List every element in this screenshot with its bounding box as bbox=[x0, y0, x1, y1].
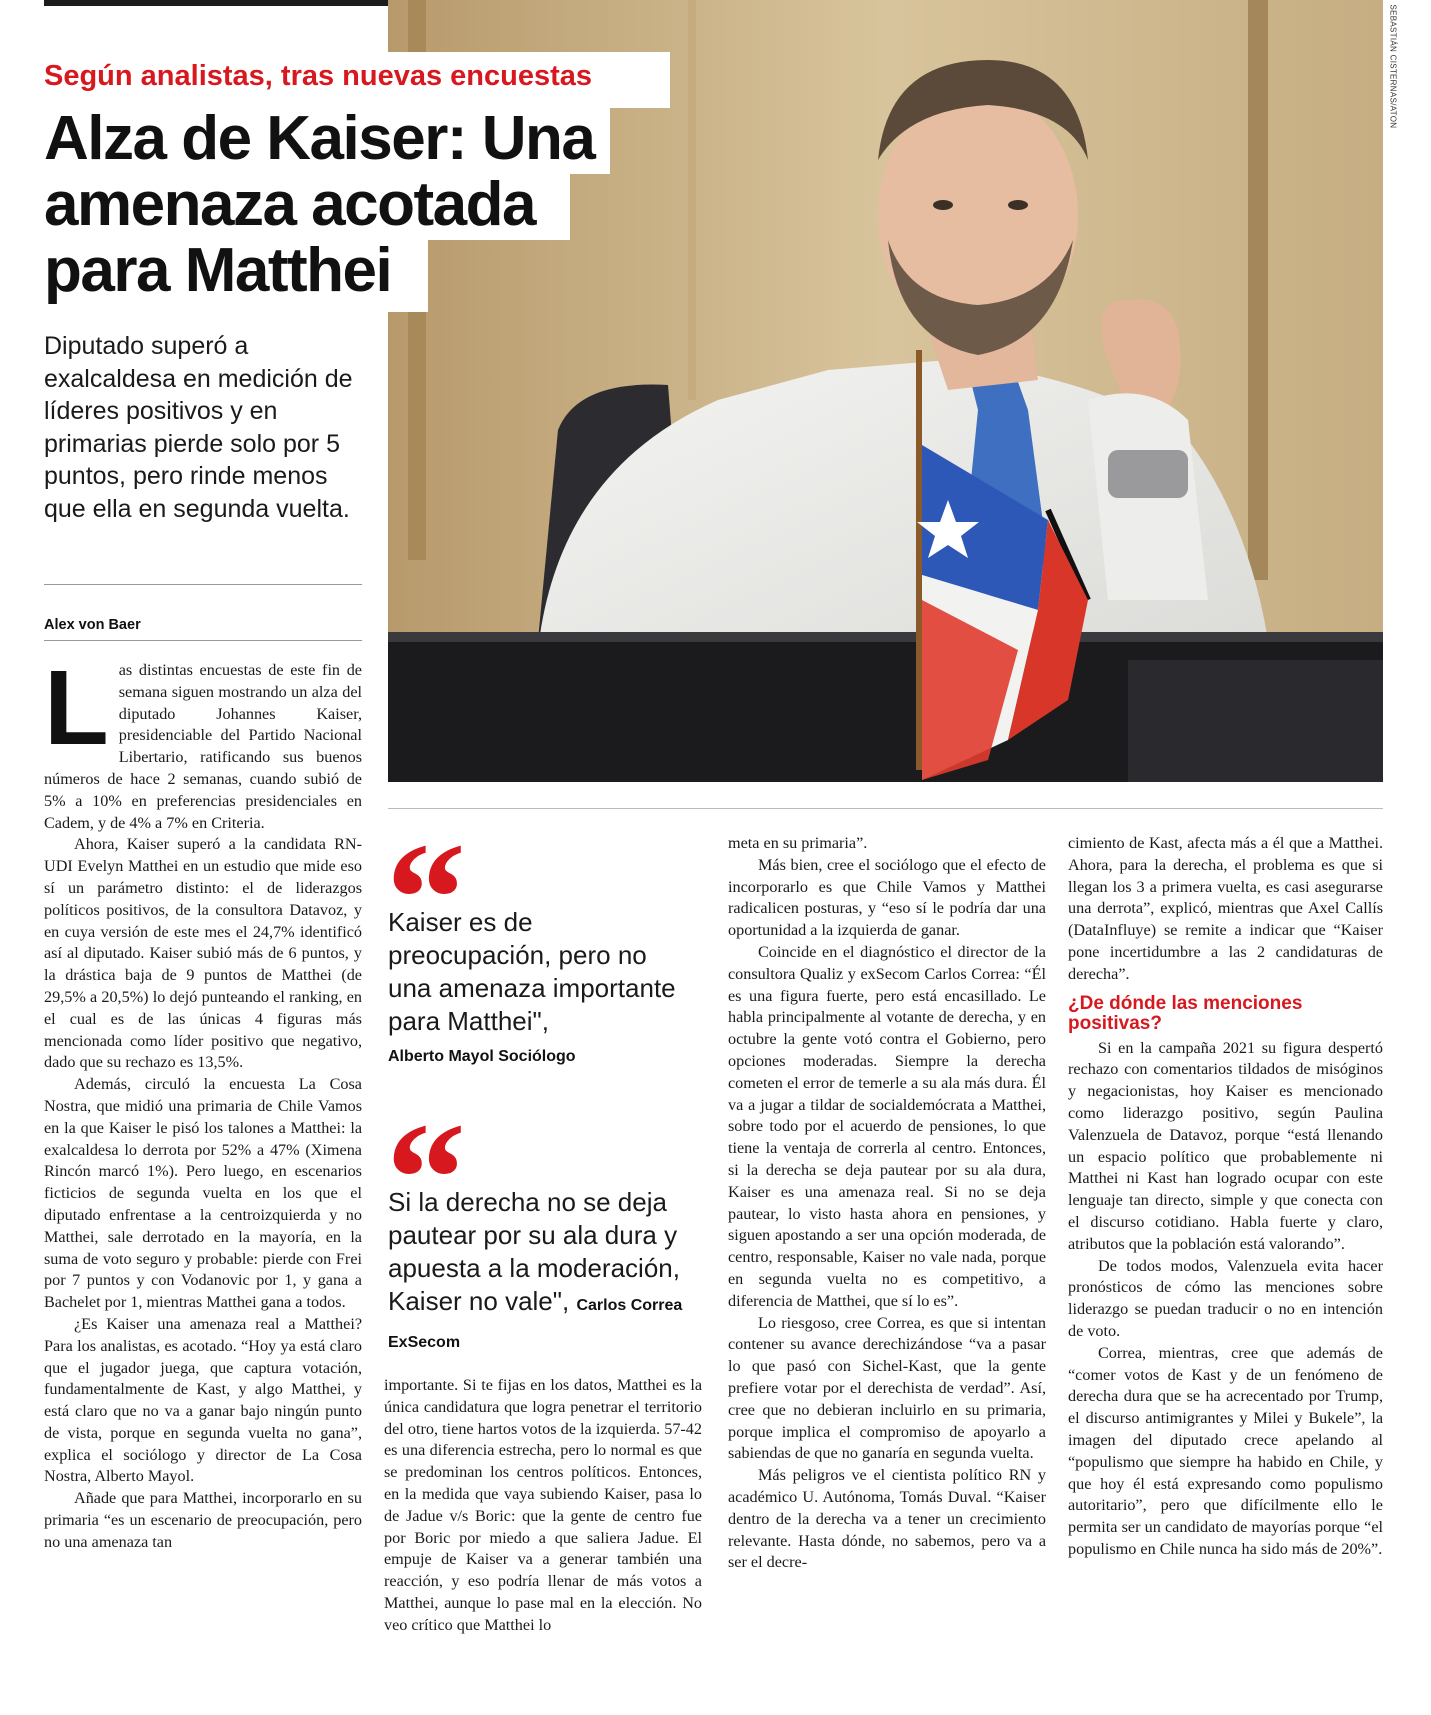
article-column-4 bbox=[1068, 833, 1383, 1561]
subhead: ¿De dónde las menciones positivas? bbox=[1068, 992, 1303, 1034]
kicker: Según analistas, tras nuevas encuestas bbox=[44, 60, 593, 92]
pull-quote-text: Si la derecha no se deja pautear por su ala dura y apuesta a la moderación, Kaiser no vale", bbox=[388, 1187, 680, 1316]
byline: Alex von Baer bbox=[44, 617, 141, 633]
top-rule bbox=[44, 0, 388, 6]
pull-quote-text: Kaiser es de preocupación, pero no una amenaza importante para Matthei", bbox=[388, 907, 676, 1036]
paragraph: Más peligros ve el cientista político RN y académico U. Autónoma, Tomás Duval. “Kaiser dentro de la derecha va a tener un crecimiento relevante. Hasta dónde, no sabemos, pero va a ser el decre- bbox=[728, 1466, 1046, 1572]
paragraph: Además, circuló la encuesta La Cosa Nostra, que midió una primaria de Chile Vamos en la que Kaiser le pisó los talones a Matthei: la exalcaldesa lo derrota por 52% a 47% (Ximena Rincón marcó 1%). Pero luego, en escenarios ficticios de segunda vuelta en los que el diputado enfrentase a la centroizquierda y no Matthei, sale derrotado en la mayoría, en la suma de voto seguro y probable: pierde con Frei por 7 puntos y con Vodanovic por 1, y gana a Bachelet por 1, mientras Matthei gana a todos. bbox=[44, 1075, 362, 1312]
paragraph: cimiento de Kast, afecta más a él que a Matthei. Ahora, para la derecha, el problema es que si llegan los 3 a primera vuelta, es casi asegurarse una derrota”, explicó, mientras que Axel Callís (DataInfluye) se remite a indicar que “Kaiser pone incertidumbre a las 2 candidaturas de derecha”. bbox=[1068, 834, 1383, 983]
paragraph: Ahora, Kaiser superó a la candidata RN-UDI Evelyn Matthei en un estudio que mide eso sí un parámetro distinto: el de liderazgos políticos positivos, de la consultora Datavoz, y en cuya versión de este mes el 24,7% identificó así al diputado. Kaiser subió más de 6 puntos, y la drástica baja de 9 puntos de Matthei (de 29,5% a 20,5%) lo dejó punteando el ranking, en el cual es de las únicas 4 figuras más mencionada como líder positivo que negativo, dado que su rechazo es 13,5%. bbox=[44, 835, 362, 1072]
pull-quote-2 bbox=[388, 1186, 698, 1359]
divider bbox=[44, 640, 362, 641]
paragraph: Añade que para Matthei, incorporarlo en su primaria “es un escenario de preocupación, pero no una amenaza tan bbox=[44, 1489, 362, 1551]
paragraph: as distintas encuestas de este fin de semana siguen mostrando un alza del diputado Johannes Kaiser, presidenciable del Partido Nacional Libertario, ratificando sus buenos números de hace 2 semanas, cuando subió de 5% a 10% en preferencias presidenciales en Cadem, y de 4% a 7% en Criteria. bbox=[44, 661, 362, 832]
paragraph: meta en su primaria”. bbox=[728, 834, 868, 852]
divider bbox=[388, 808, 1383, 809]
paragraph: ¿Es Kaiser una amenaza real a Matthei? Para los analistas, es acotado. “Hoy ya está claro que el jugador juega, que captura votación, fundamentalmente de Kast, y algo Matthei, y está claro que no va a ganar bajo ningún punto de vista, porque en segunda vuelta no gana”, explica el sociólogo y director de La Cosa Nostra, Alberto Mayol. bbox=[44, 1314, 362, 1486]
paragraph: De todos modos, Valenzuela evita hacer pronósticos de cómo las menciones sobre liderazgo se puedan traducir o no en intención de voto. bbox=[1068, 1256, 1383, 1340]
paragraph: Correa, mientras, cree que además de “comer votos de Kast y de un fenómeno de derecha dura que se ha acrecentado por Trump, el discurso antimigrantes y Milei y Bukele”, la imagen del diputado crece apelando al “populismo que siempre ha habido en Chile, y que hoy él está expresando como populismo autoritario”, pero que difícilmente ello le permita ser un candidato de mayorías porque “el populismo en Chile nunca ha sido más de 20%”. bbox=[1068, 1343, 1383, 1558]
dropcap: L bbox=[44, 649, 109, 767]
pull-quote-1 bbox=[388, 906, 693, 1073]
paragraph: Más bien, cree el sociólogo que el efecto de incorporarlo es que Chile Vamos y Matthei radicalicen posturas, y “eso sí le podría dar una oportunidad a la izquierda de ganar. bbox=[728, 855, 1046, 940]
headline-deck: Diputado superó a exalcaldesa en medición de líderes positivos y en primarias pierde solo por 5 puntos, pero rinde menos que ella en segunda vuelta. bbox=[44, 332, 353, 523]
divider bbox=[44, 584, 362, 585]
paragraph: Lo riesgoso, cree Correa, es que si intentan contener su avance derechizándose “va a pasar lo que pasó con Sichel-Kast, que la gente prefiere votar por el derechista de verdad”. Así, cree que no debieran incluirlo en su primaria, porque implica el compromiso de apoyarlo a sabiendas de que no ganaría en segunda vuelta. bbox=[728, 1313, 1046, 1463]
article-column-3 bbox=[728, 833, 1046, 1574]
paragraph: Si en la campaña 2021 su figura despertó rechazo con comentarios tildados de misóginos y negacionistas, hoy Kaiser es mencionado como liderazgo positivo, según Paulina Valenzuela de Datavoz, porque “está llenando un espacio político que probablemente ni Matthei ni Kast han logrado ocupar con este lenguaje tan directo, simple y que conecta con el discurso cotidiano. Habla fuerte y claro, atributos que la población está valorando”. bbox=[1068, 1038, 1383, 1253]
pull-quote-author: Alberto Mayol Sociólogo bbox=[388, 1048, 576, 1065]
paragraph: Coincide en el diagnóstico el director de la consultora Qualiz y exSecom Carlos Correa: “Él es una figura fuerte, pero está encasillado. Le habla principalmente al votante de derecha, y en octubre la gente votó contra el Gobierno, pero opciones moderadas. Siempre la derecha cometen el error de temerle a su ala más dura. Él va a jugar a tildar de socialdemócrata a Matthei, sobre todo por el acuerdo de pensiones, lo que tiene la ventaja de correrla al centro. Entonces, si la derecha se deja pautear por su ala dura, Kaiser es una amenaza real. Si no se deja pautear, lo visto hasta ahora en pensiones, y siguen apostando a ser una opción moderada, de centro, responsable, Kaiser no vale nada, porque en segunda vuelta no es competitivo, a diferencia de Matthei, que sí lo es”. bbox=[728, 942, 1046, 1310]
headline-title: Alza de Kaiser: Una amenaza acotada para Matthei bbox=[44, 104, 595, 305]
paragraph: importante. Si te fijas en los datos, Matthei es la única candidatura que logra penetrar el territorio del otro, tiene hartos votos de la izquierda. 57-42 es una diferencia estrecha, pero lo normal es que se predominan los centros políticos. Entonces, en la medida que vaya subiendo Kaiser, pasa lo de Jadue v/s Boric: que la gente de centro fue por Boric por miedo a que saliera Jadue. El empuje de Kaiser va a generar también una reacción, y eso podría llenar de más votos a Matthei, aunque lo pase mal en la elección. No veo crítico que Matthei lo bbox=[384, 1376, 702, 1634]
photo-credit: SEBASTIÁN CISTERNAS/ATON bbox=[1388, 4, 1398, 129]
article-column-2 bbox=[384, 1375, 702, 1637]
article-column-1 bbox=[44, 649, 362, 1554]
pull-quote-author: Carlos Correa ExSecom bbox=[388, 1297, 683, 1351]
